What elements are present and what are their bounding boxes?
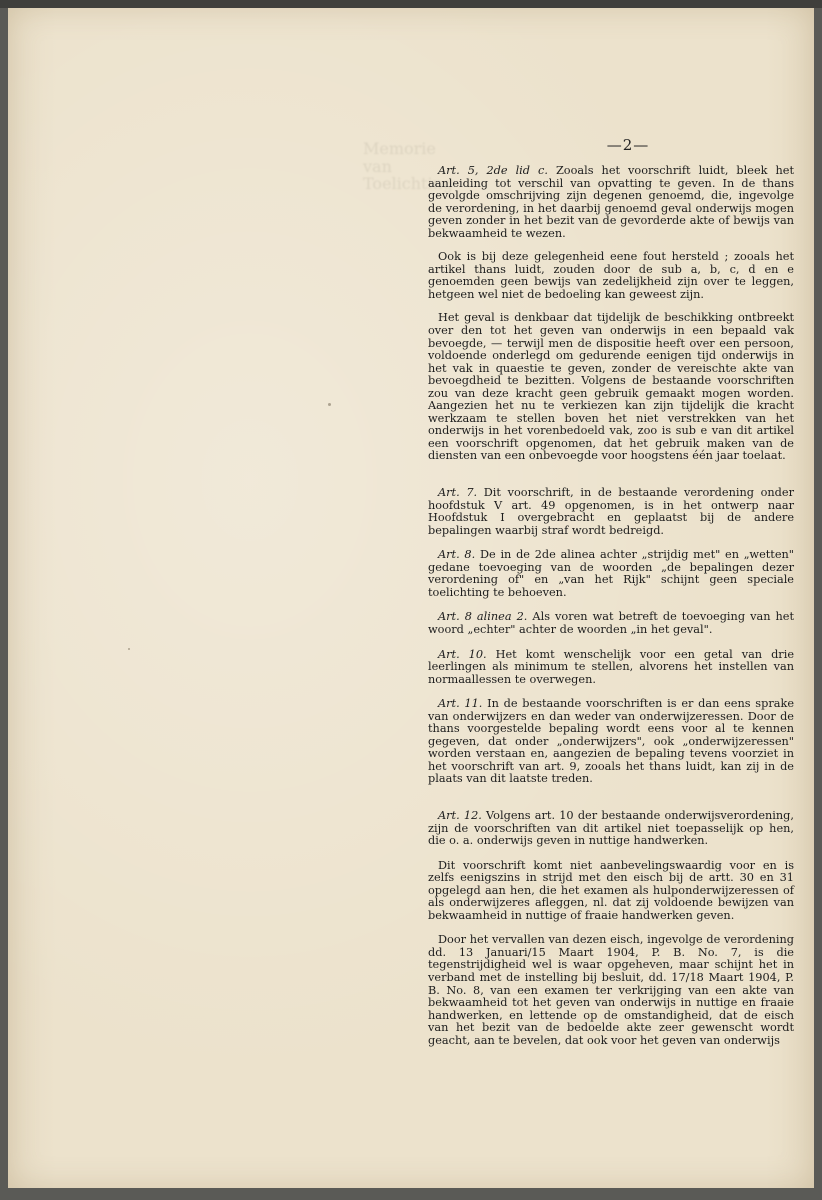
paragraph-text: Het geval is denkbaar dat tijdelijk de beschikking ontbreekt over den tot het geven van onderwijs in een bepaald vak bevoegde, — terwijl men de dispositie heeft over een persoon, voldoende onderlegd om gedurende eenigen tijd onderwijs in het vak in quaestie te geven, zonder de vereischte akte van bevoegdheid te bezitten. Volgens de bestaande voorschriften zou van deze kracht geen gebruik gemaakt mogen worden. Aangezien het nu te verkiezen kan zijn tijdelijk die kracht werkzaam te stellen boven het niet verstrekken van het onderwijs in het vorenbedoeld vak, zoo is sub e van dit artikel een voorschrift opgenomen, dat het gebruik maken van de diensten van een onbevoegde voor hoogstens één jaar toelaat.	[428, 311, 794, 463]
paragraph-art5-sub-e	[428, 312, 794, 463]
article-reference: Art. 10.	[438, 647, 487, 661]
paragraph-text: Dit voorschrift, in de bestaande verordening onder hoofdstuk V art. 49 opgenomen, is in het ontwerp naar Hoofdstuk I overgebracht en geplaatst bij de andere bepalingen waarbij straf wordt bedreigd.	[428, 486, 794, 537]
document-page	[8, 8, 814, 1188]
paragraph-text: De in de 2de alinea achter „strijdig met" en „wetten" gedane toevoeging van de woorden „de bepalingen dezer verordening of" en „van het Rijk" schijnt geen speciale toelichting te behoeven.	[428, 548, 795, 599]
paragraph-text: Als voren wat betreft de toevoeging van het woord „echter" achter de woorden „in het geval".	[428, 610, 795, 636]
article-reference: Art. 5, 2de lid c.	[438, 164, 548, 177]
paragraph-text: In de bestaande voorschriften is er dan eens sprake van onderwijzers en dan weder van onderwijzeressen. Door de thans voorgestelde bepaling wordt eens voor al te kennen gegeven, dat onder „onderwijzers", ook „onderwijzeressen" worden verstaan en, aangezien de bepaling tevens voorziet in het voorschrift van art. 9, zooals het thans luidt, kan zij in de plaats van dit laatste treden.	[428, 697, 795, 786]
paragraph-art8-alinea2	[428, 611, 794, 636]
paper-spot	[328, 403, 331, 406]
paragraph-art12-requirement	[428, 860, 794, 923]
paragraph-art11	[428, 698, 794, 786]
paragraph-text: Zooals het voorschrift luidt, bleek het aanleiding tot verschil van opvatting te geven. In de thans gevolgde omschrijving zijn degenen genoemd, die, ingevolge de verordening, in het daarbij genoemd geval onderwijs mogen geven zonder in het bezit van de gevorderde akte of bewijs van bekwaamheid te wezen.	[428, 164, 794, 240]
text-column	[428, 165, 794, 1047]
scanner-top-band	[0, 0, 822, 8]
paragraph-text: Ook is bij deze gelegenheid eene fout hersteld ; zooals het artikel thans luidt, zouden door de sub a, b, c, d en e genoemden geen bewijs van zedelijkheid zijn over te leggen, hetgeen wel niet de bedoeling kan geweest zijn.	[428, 250, 794, 301]
paragraph-art5-correction	[428, 251, 794, 301]
paragraph-text: Het komt wenschelijk voor een getal van drie leerlingen als minimum te stellen, alvorens het instellen van normaallessen te overwegen.	[428, 647, 795, 686]
paragraph-art12-exam	[428, 934, 794, 1047]
paragraph-art8	[428, 549, 794, 599]
paragraph-text: Volgens art. 10 der bestaande onderwijsverordening, zijn de voorschriften van dit artikel niet toepasselijk op hen, die o. a. onderwijs geven in nuttige handwerken.	[428, 808, 794, 848]
paragraph-text: Dit voorschrift komt niet aanbevelingswaardig voor en is zelfs eenigszins in strijd met den eisch bij de artt. 30 en 31 opgelegd aan hen, die het examen als hulponderwijzeressen of als onderwijzeres afleggen, nl. dat zij voldoende bewijzen van bekwaamheid in nuttige of fraaie handwerken geven.	[428, 858, 794, 922]
article-reference: Art. 11.	[438, 697, 483, 711]
page-number: —2—	[606, 136, 650, 154]
bleed-through-text: Memorie van Toelichting	[363, 139, 454, 194]
paper-spot	[128, 648, 130, 650]
paragraph-art7	[428, 487, 794, 537]
paragraph-art12	[428, 810, 794, 848]
paragraph-text: Door het vervallen van dezen eisch, ingevolge de verordening dd. 13 Januari/15 Maart 1904, P. B. No. 7, is die tegenstrijdigheid wel is waar opgeheven, maar schijnt het in verband met de instelling bij besluit, dd. 17/18 Maart 1904, P. B. No. 8, van een examen ter verkrijging van een akte van bekwaamheid tot het geven van onderwijs in nuttige en fraaie handwerken, en lettende op de omstandigheid, dat de eisch van het bezit van de bedoelde akte zeer gewenscht wordt geacht, aan te bevelen, dat ook voor het geven van onderwijs	[428, 933, 794, 1047]
article-reference: Art. 8 alinea 2.	[438, 610, 528, 624]
paragraph-art5	[428, 165, 794, 240]
article-reference: Art. 7.	[438, 486, 478, 500]
paragraph-art10	[428, 649, 794, 687]
article-reference: Art. 8.	[438, 548, 476, 562]
article-reference: Art. 12.	[438, 808, 482, 822]
